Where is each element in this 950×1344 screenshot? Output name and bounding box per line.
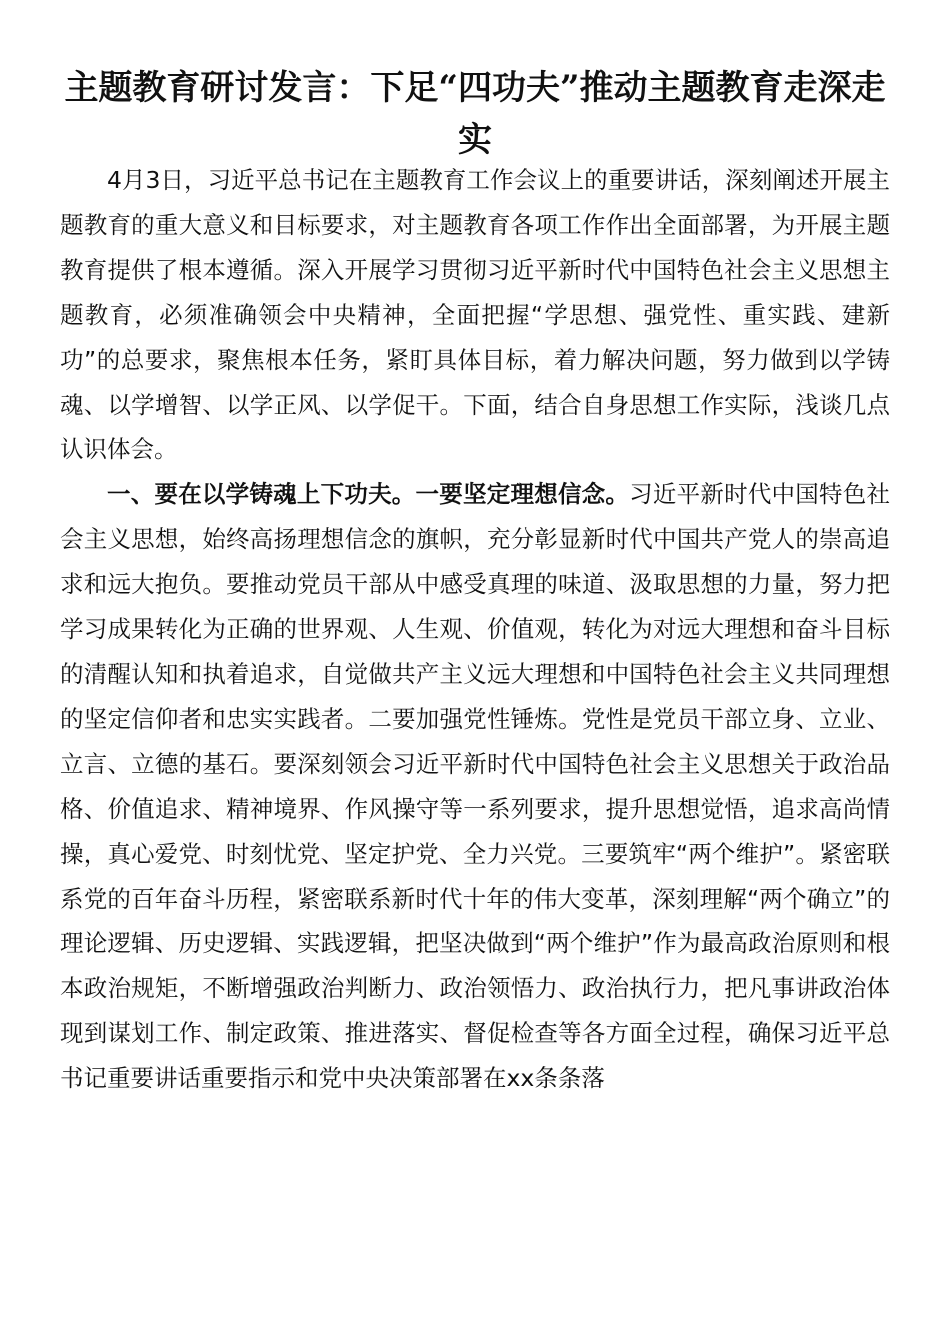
intro-paragraph-text: 4月3日，习近平总书记在主题教育工作会议上的重要讲话，深刻阐述开展主题教育的重大意义和目标要求，对主题教育各项工作作出全面部署，为开展主题教育提供了根本遵循。深入开展学习贯彻习近平新时代中国特色社会主义思想主题教育，必须准确领会中央精神，全面把握“学思想、强党性、重实践、建新功”的总要求，聚焦根本任务，紧盯具体目标，着力解决问题，努力做到以学铸魂、以学增智、以学正风、以学促干。下面，结合自身思想工作实际，浅谈几点认识体会。	[60, 166, 890, 464]
document-body	[60, 158, 890, 1101]
intro-paragraph	[60, 158, 890, 472]
section-one-paragraph	[60, 472, 890, 1101]
document-title: 主题教育研讨发言：下足“四功夫”推动主题教育走深走实	[64, 68, 886, 160]
section-one-heading: 一、要在以学铸魂上下功夫。一要坚定理想信念。	[107, 480, 630, 509]
section-one-text: 习近平新时代中国特色社会主义思想，始终高扬理想信念的旗帜，充分彰显新时代中国共产党人的崇高追求和远大抱负。要推动党员干部从中感受真理的味道、汲取思想的力量，努力把学习成果转化为正确的世界观、人生观、价值观，转化为对远大理想和奋斗目标的清醒认知和执着追求，自觉做共产主义远大理想和中国特色社会主义共同理想的坚定信仰者和忠实实践者。二要加强党性锤炼。党性是党员干部立身、立业、立言、立德的基石。要深刻领会习近平新时代中国特色社会主义思想关于政治品格、价值追求、精神境界、作风操守等一系列要求，提升思想觉悟，追求高尚情操，真心爱党、时刻忧党、坚定护党、全力兴党。三要筑牢“两个维护”。紧密联系党的百年奋斗历程，紧密联系新时代十年的伟大变革，深刻理解“两个确立”的理论逻辑、历史逻辑、实践逻辑，把坚决做到“两个维护”作为最高政治原则和根本政治规矩，不断增强政治判断力、政治领悟力、政治执行力，把凡事讲政治体现到谋划工作、制定政策、推进落实、督促检查等各方面全过程，确保习近平总书记重要讲话重要指示和党中央决策部署在xx条条落	[60, 480, 890, 1093]
